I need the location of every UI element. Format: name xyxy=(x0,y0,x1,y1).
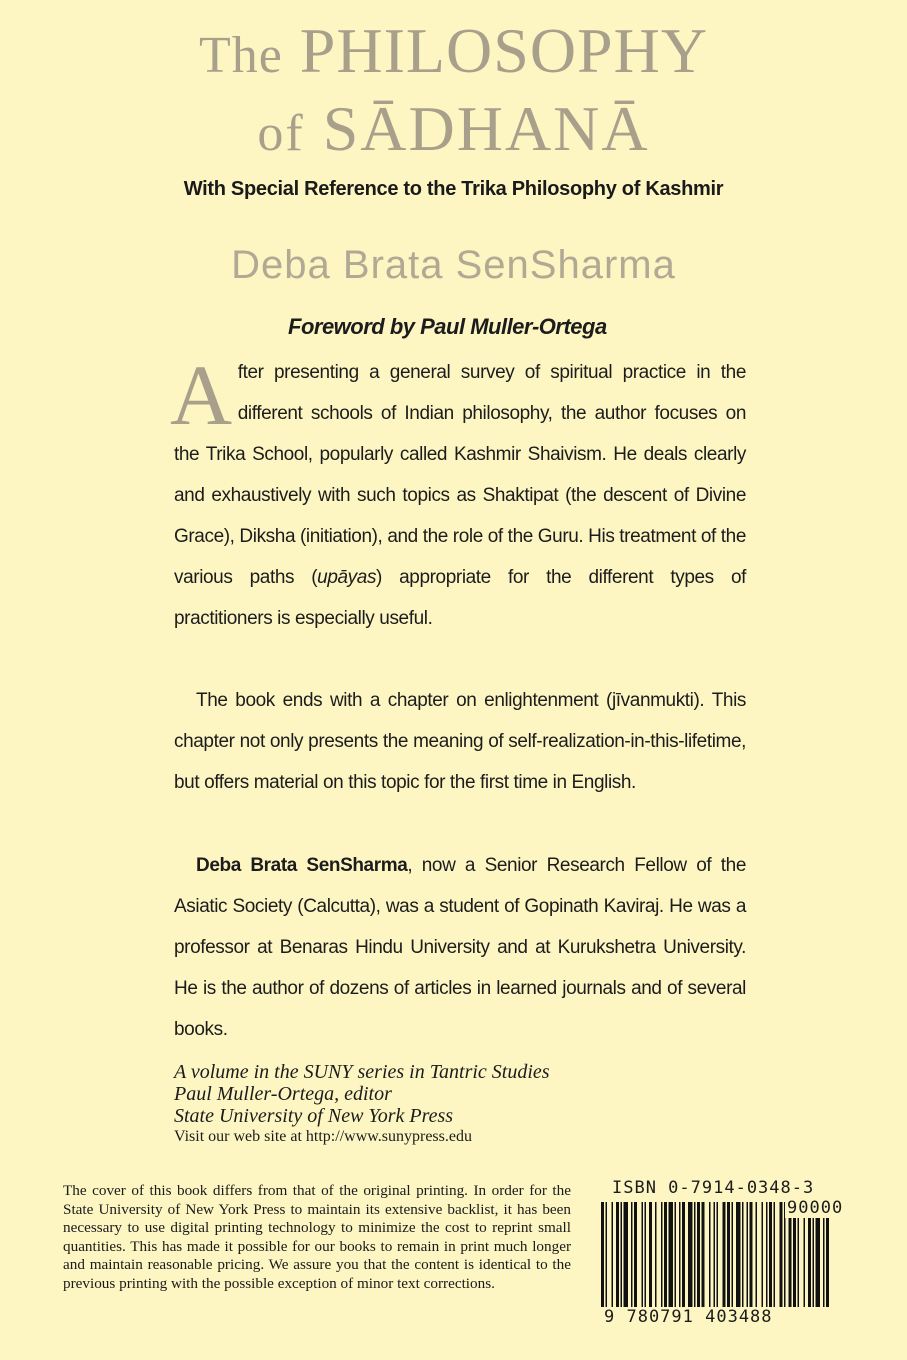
barcode-bar xyxy=(709,1202,711,1307)
publisher-website: Visit our web site at http://www.sunypress.edu xyxy=(174,1128,472,1145)
barcode-bar xyxy=(649,1202,652,1307)
drop-cap: A xyxy=(170,347,232,443)
barcode-bar xyxy=(688,1202,693,1307)
barcode-bar xyxy=(606,1202,608,1307)
description-paragraph-1 xyxy=(170,347,746,639)
barcode-bar xyxy=(624,1202,629,1307)
barcode-bar xyxy=(631,1202,633,1307)
title-the: The xyxy=(198,27,283,84)
barcode-bar xyxy=(621,1202,623,1307)
p1-end: ) appropriate for the different types of practitioners is especially useful. xyxy=(174,567,746,629)
book-subtitle: With Special Reference to the Trika Philosophy of Kashmir xyxy=(183,178,724,200)
title-sub: SĀDHANĀ xyxy=(322,93,650,164)
barcode-bar xyxy=(675,1202,677,1307)
barcode-bar xyxy=(750,1202,753,1307)
barcode-bar xyxy=(682,1202,685,1307)
barcode-bar xyxy=(612,1202,614,1307)
reprint-notice: The cover of this book differs from that of the original printing. In order for the State University of New York Press to maintain its extensive backlist, it has been necessary to use digital printing technology to minimize the cost to reprint small quantities. This has made it possible for our books to remain in print much longer and maintain reasonable pricing. We assure you that the content is identical to the previous printing with the possible exception of minor text corrections. xyxy=(63,1182,571,1292)
title-main: PHILOSOPHY xyxy=(299,15,709,86)
author-bio-paragraph xyxy=(174,845,746,1050)
series-line-2: Paul Muller-Ortega, editor xyxy=(174,1083,392,1105)
bio-author-name: Deba Brata SenSharma xyxy=(196,855,408,876)
barcode-bar xyxy=(732,1202,734,1307)
foreword-credit: Foreword by Paul Muller-Ortega xyxy=(288,314,607,339)
title-of: of xyxy=(257,105,305,162)
barcode-bar xyxy=(697,1202,700,1307)
barcode-bar xyxy=(756,1202,758,1307)
bio-text: , now a Senior Research Fellow of the Asiatic Society (Calcutta), was a student of Gopinath Kaviraj. He was a professor at Benaras Hindu University and at Kurukshetra University. He is the author of dozens of articles in learned journals and of several books. xyxy=(174,855,746,1040)
book-title-line-1 xyxy=(0,14,907,88)
barcode-bar xyxy=(762,1202,764,1307)
barcode-bar xyxy=(774,1202,776,1307)
barcode-bar xyxy=(747,1202,749,1307)
p1-text: fter presenting a general survey of spiritual practice in the different schools of Indian philosophy, the author focuses on the Trika School, popularly called Kashmir Shaivism. He deals clearly and exhaustively with such topics as Shaktipat (the descent of Divine Grace), Diksha (initiation), and the role of the Guru. His treatment of the various paths ( xyxy=(174,362,746,588)
barcode-bar xyxy=(769,1202,772,1307)
barcode-bar xyxy=(634,1202,637,1307)
description-paragraph-2: The book ends with a chapter on enlightenment (jīvanmukti). This chapter not only presents the meaning of self-realization-in-this-lifetime, but offers material on this topic for the first time in English. xyxy=(174,690,746,793)
isbn-label: ISBN 0-7914-0348-3 xyxy=(612,1178,815,1198)
barcode-bar xyxy=(669,1202,674,1307)
barcode-bar xyxy=(736,1202,741,1307)
book-title-line-2 xyxy=(0,92,907,166)
barcode-number: 9 780791 403488 xyxy=(604,1307,773,1327)
author-name: Deba Brata SenSharma xyxy=(231,243,676,287)
barcode-bar xyxy=(645,1202,647,1307)
barcode-bar xyxy=(679,1202,681,1307)
barcode-bar xyxy=(655,1202,657,1307)
barcode-bar xyxy=(717,1202,719,1307)
barcode-bar xyxy=(702,1202,705,1307)
barcode-bar xyxy=(714,1202,716,1307)
barcode-bar xyxy=(664,1202,667,1307)
barcode-bar xyxy=(642,1202,644,1307)
barcode-bar xyxy=(694,1202,696,1307)
barcode-bar xyxy=(766,1202,768,1307)
barcode-price-addon: 90000 xyxy=(787,1198,844,1218)
barcode-bar xyxy=(661,1202,663,1307)
p1-italic: upāyas xyxy=(317,567,377,588)
barcode-bar xyxy=(723,1202,726,1307)
barcode-bar xyxy=(780,1202,783,1307)
series-info xyxy=(174,1061,550,1127)
series-line-3: State University of New York Press xyxy=(174,1105,454,1127)
barcode-bar xyxy=(601,1202,604,1307)
barcode-bar xyxy=(727,1202,730,1307)
barcode-bar xyxy=(742,1202,744,1307)
series-line-1: A volume in the SUNY series in Tantric Studies xyxy=(174,1061,550,1083)
barcode-bar xyxy=(616,1202,619,1307)
